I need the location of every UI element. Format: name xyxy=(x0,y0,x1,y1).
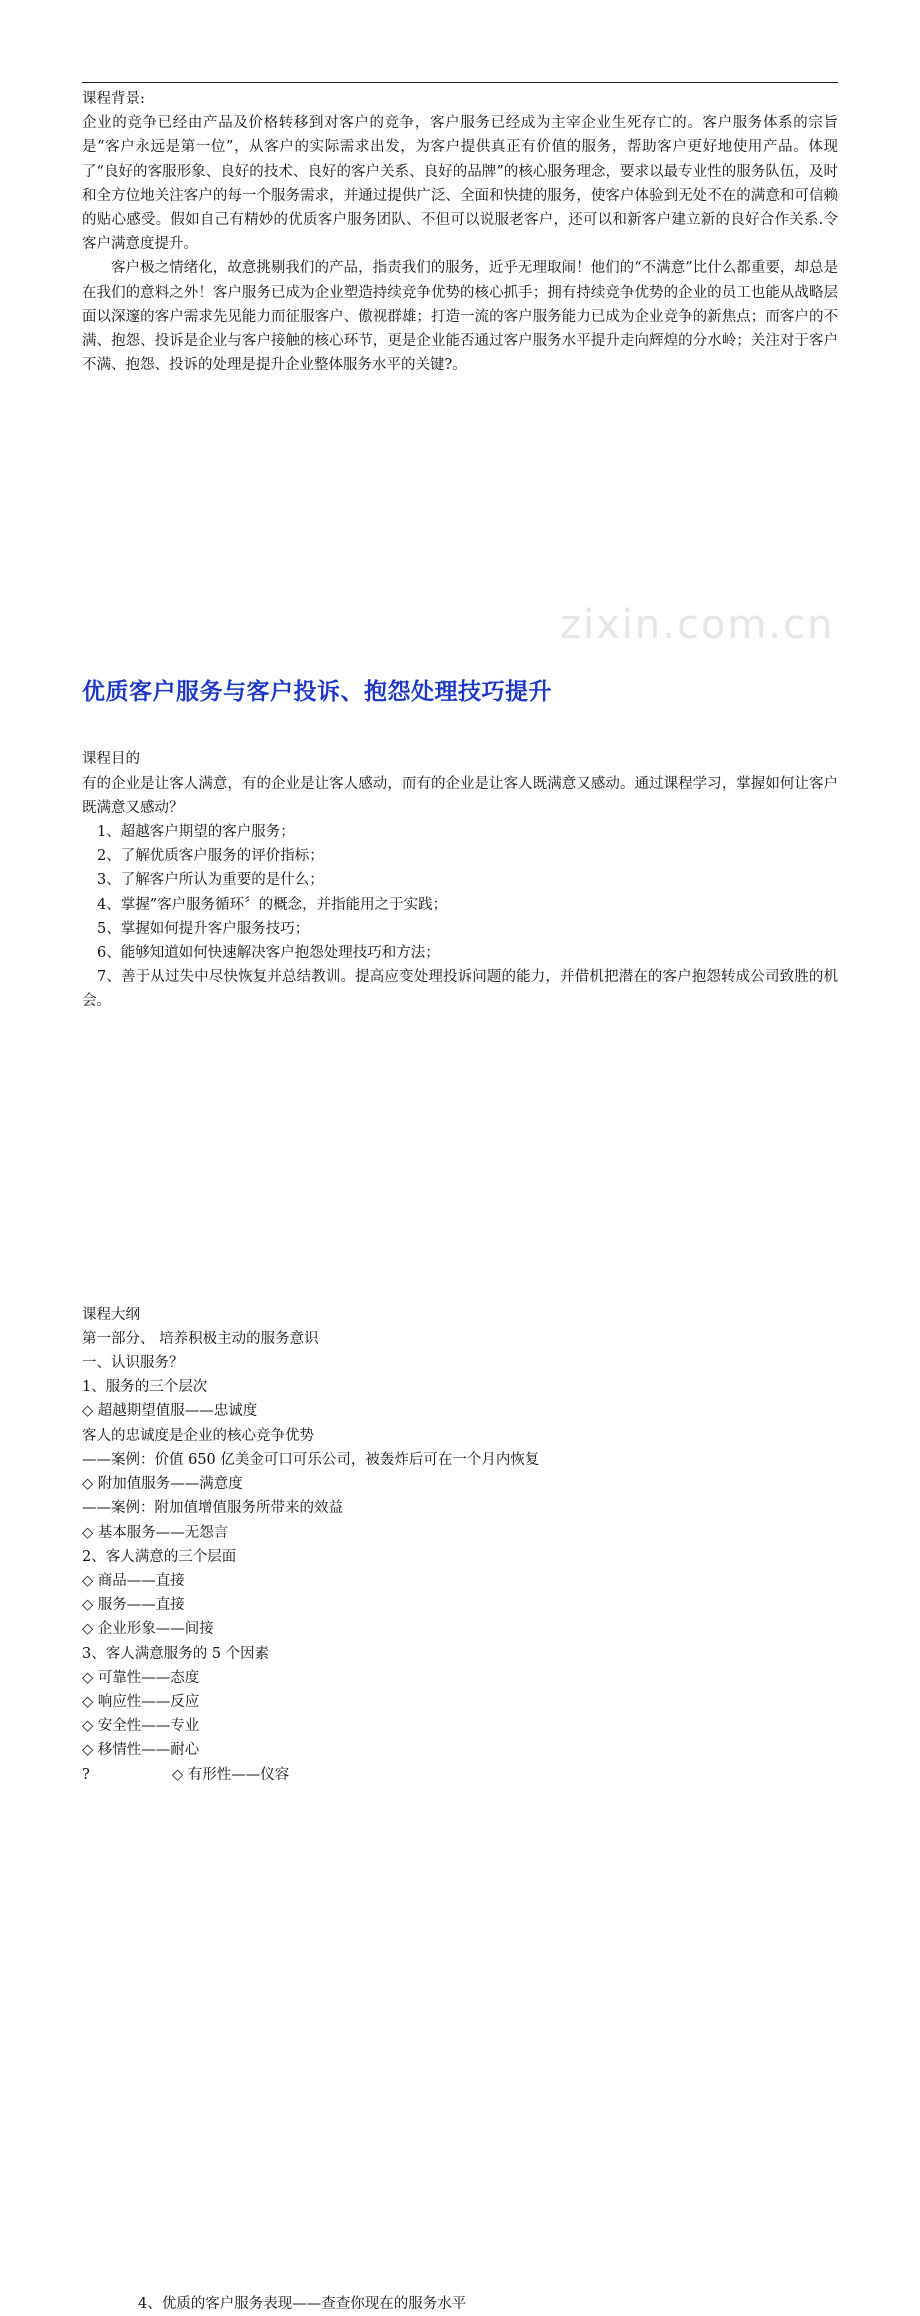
background-section xyxy=(82,87,838,377)
outline-line: 第一部分、 培养积极主动的服务意识 xyxy=(82,1330,319,1347)
objectives-section xyxy=(82,747,838,1013)
question-mark: ? xyxy=(82,1766,90,1783)
outline-line: 一、认识服务？ xyxy=(82,1355,184,1372)
watermark: zixin.com.cn xyxy=(560,602,835,648)
outline-line: ——案例：附加值增值服务所带来的效益 xyxy=(82,1500,343,1517)
header-rule xyxy=(82,82,838,83)
outline-line-tangible xyxy=(82,1763,838,1787)
objectives-intro: 有的企业是让客人满意，有的企业是让客人感动，而有的企业是让客人既满意又感动。通过课程学习，掌握如何让客户既满意又感动？ xyxy=(82,775,838,816)
objective-item: 6、能够知道如何快速解决客户抱怨处理技巧和方法； xyxy=(97,945,440,962)
outline-line: ◇ 企业形象——间接 xyxy=(82,1621,214,1638)
outline-line: ◇ 移情性——耐心 xyxy=(82,1742,200,1759)
outline-line: ◇ 安全性——专业 xyxy=(82,1718,200,1735)
outline-line: ◇ 商品——直接 xyxy=(82,1572,185,1589)
outline-line: ◇ 附加值服务——满意度 xyxy=(82,1476,243,1493)
outline-line: 3、客人满意服务的 5 个因素 xyxy=(82,1645,270,1662)
outline-line: ◇ 超越期望值服——忠诚度 xyxy=(82,1403,258,1420)
outline-section xyxy=(82,1303,838,1787)
outline-line: ◇ 基本服务——无怨言 xyxy=(82,1524,229,1541)
objective-item: 5、掌握如何提升客户服务技巧； xyxy=(97,920,310,937)
outline-line: ——案例：价值 650 亿美金可口可乐公司，被轰炸后可在一个月内恢复 xyxy=(82,1451,540,1468)
outline-line: 1、服务的三个层次 xyxy=(82,1379,208,1396)
outline-line: ◇ 服务——直接 xyxy=(82,1597,185,1614)
objective-item: 3、了解客户所认为重要的是什么； xyxy=(97,872,324,889)
outline-line: 客人的忠诚度是企业的核心竞争优势 xyxy=(82,1427,314,1444)
page-title: 优质客户服务与客户投诉、抱怨处理技巧提升 xyxy=(82,679,552,706)
outline-line: ◇ 可靠性——态度 xyxy=(82,1669,200,1686)
background-paragraph-2: 客户极之情绪化，故意挑剔我们的产品，指责我们的服务，近乎无理取闹！他们的“不满意”比什么都重要，却总是在我们的意料之外！客户服务已成为企业塑造持续竞争优势的核心抓手；拥有持续竞争优势的企业的员工也能从战略层面以深邃的客户需求先见能力而征服客户、傲视群雄；打造一流的客户服务能力已成为企业竞争的新焦点；而客户的不满、抱怨、投诉是企业与客户接触的核心环节，更是企业能否通过客户服务水平提升走向辉煌的分水岭；关注对于客户不满、抱怨、投诉的处理是提升企业整体服务水平的关键?。 xyxy=(82,260,838,374)
outline-line: ◇ 响应性——反应 xyxy=(82,1693,200,1710)
outline-heading: 课程大纲 xyxy=(82,1306,140,1323)
objective-item: 2、了解优质客户服务的评价指标； xyxy=(97,848,324,865)
outline-line: 2、客人满意的三个层面 xyxy=(82,1548,237,1565)
outline-line-text: ◇ 有形性——仪容 xyxy=(172,1766,290,1783)
objectives-heading: 课程目的 xyxy=(82,751,140,768)
objective-item-7: 7、善于从过失中尽快恢复并总结教训。提高应变处理投诉问题的能力，并借机把潜在的客户抱怨转成公司致胜的机会。 xyxy=(82,969,838,1010)
outline-last-line: 4、优质的客户服务表现——查查你现在的服务水平 xyxy=(138,2295,467,2312)
background-heading: 课程背景: xyxy=(82,91,145,107)
background-paragraph-1: 企业的竞争已经由产品及价格转移到对客户的竞争，客户服务已经成为主宰企业生死存亡的。客户服务体系的宗旨是“客户永远是第一位”，从客户的实际需求出发，为客户提供真正有价值的服务，帮助客户更好地使用产品。体现了“良好的客服形象、良好的技术、良好的客户关系、良好的品牌”的核心服务理念，要求以最专业性的服务队伍，及时和全方位地关注客户的每一个服务需求，并通过提供广泛、全面和快捷的服务，使客户体验到无处不在的满意和可信赖的贴心感受。假如自己有精妙的优质客户服务团队、不但可以说服老客户，还可以和新客户建立新的良好合作关系.令客户满意度提升。 xyxy=(82,115,838,253)
objective-item: 4、掌握”客户服务循环〞的概念，并指能用之于实践； xyxy=(97,896,448,913)
objective-item: 1、超越客户期望的客户服务； xyxy=(97,824,295,841)
